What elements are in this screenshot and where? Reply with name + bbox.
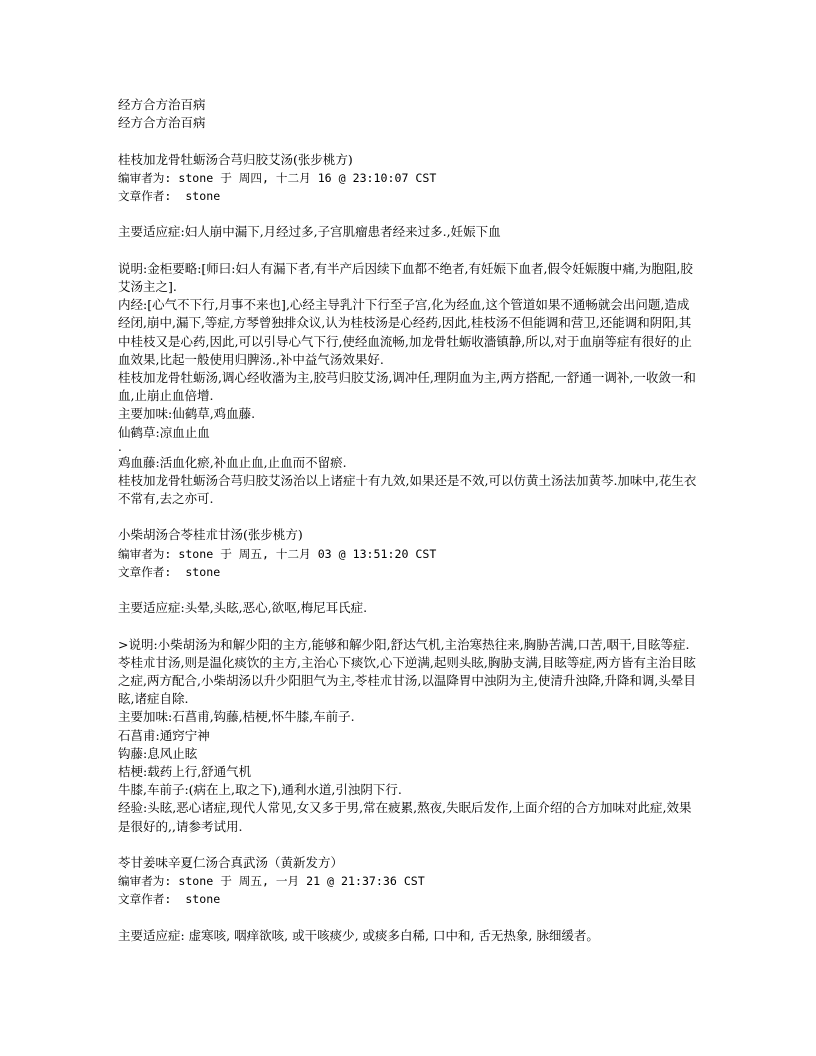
editor-line: 编审者为: stone 于 周五, 一月 21 @ 21:37:36 CST xyxy=(118,874,425,889)
spacer xyxy=(118,508,700,526)
author-line: 文章作者: stone xyxy=(118,188,221,203)
document-subtitle: 经方合方治百病 xyxy=(118,115,206,131)
article-1 xyxy=(118,151,700,509)
editor-line: 编审者为: stone 于 周五, 十二月 03 @ 13:51:20 CST xyxy=(118,546,437,561)
indication: 主要适应症:妇人崩中漏下,月经过多,子宫肌瘤患者经来过多.,妊娠下血 xyxy=(118,224,501,240)
spacer xyxy=(118,909,700,927)
article-title: 小柴胡汤合苓桂朮甘汤(张步桃方) xyxy=(118,527,303,543)
spacer xyxy=(118,617,700,635)
indication: 主要适应症: 虚寒咳, 咽痒欲咳, 或干咳痰少, 或痰多白稀, 口中和, 舌无热象, 脉细缓者。 xyxy=(118,927,599,943)
herb-item: 桔梗:载药上行,舒通气机 xyxy=(118,763,252,779)
spacer xyxy=(118,242,700,260)
document-page xyxy=(118,96,700,945)
herb-item: 钩藤:息风止眩 xyxy=(118,745,198,761)
spacer xyxy=(118,836,700,854)
formula-summary: 桂枝加龙骨牡蛎汤,调心经收濇为主,胶芎归胶艾汤,调冲任,理阴血为主,两方搭配,一舒通一调补,一收敛一和血,止崩止血倍增. xyxy=(118,369,696,404)
conclusion: 桂枝加龙骨牡蛎汤合芎归胶艾汤治以上诸症十有九效,如果还是不效,可以仿黄土汤法加黄芩.加味中,花生衣不常有,去之亦可. xyxy=(118,472,697,507)
editor-line: 编审者为: stone 于 周四, 十二月 16 @ 23:10:07 CST xyxy=(118,170,437,185)
spacer xyxy=(118,581,700,599)
author-line: 文章作者: stone xyxy=(118,564,221,579)
document-title: 经方合方治百病 xyxy=(118,97,206,112)
spacer xyxy=(118,132,700,150)
experience: 经验:头眩,恶心诸症,现代人常见,女又多于男,常在疲累,熬夜,失眠后发作,上面介绍的合方加味对此症,效果是很好的,,请参考试用. xyxy=(118,800,692,834)
neijing-paragraph: 内经:[心气不下行,月事不来也],心经主导乳汁下行至子宫,化为经血,这个管道如果不通畅就会出问题,造成经闭,崩中,漏下,等症,方琴曾独排众议,认为桂枝汤是心经药,因此,桂枝汤不但能调和营卫,还能调和阴阳,其中桂枝又是心药,因此,可以引导心气下行,使经血流畅,加龙骨牡蛎收濇镇静,所以,对于血崩等症有很好的止血效果,比起一般使用归脾汤.,补中益气汤效果好. xyxy=(118,297,692,367)
explanation: >说明:小柴胡汤为和解少阳的主方,能够和解少阳,舒达气机,主治寒热往来,胸胁苦满,口苦,咽干,目眩等症.苓桂朮甘汤,则是温化痰饮的主方,主治心下痰饮,心下逆满,起则头眩,胸胁支满,目眩等症,两方皆有主治目眩之症,两方配合,小柴胡汤以升少阳胆气为主,苓桂朮甘汤,以温降胃中浊阴为主,使清升浊降,升降和调,头晕目眩,诸症自除. xyxy=(118,636,696,707)
dot-separator: . xyxy=(118,441,122,454)
article-title: 桂枝加龙骨牡蛎汤合芎归胶艾汤(张步桃方) xyxy=(118,151,353,167)
herb-item: 石菖甫:通窍宁神 xyxy=(118,727,210,743)
explanation: 说明:金柜要略:[师曰:妇人有漏下者,有半产后因续下血都不绝者,有妊娠下血者,假令妊娠腹中痛,为胞阻,胶艾汤主之]. xyxy=(118,260,693,294)
article-2 xyxy=(118,526,700,835)
article-3 xyxy=(118,854,700,945)
spacer xyxy=(118,205,700,223)
herb-item: 鸡血藤:活血化瘀,补血止血,止血而不留瘀. xyxy=(118,454,347,470)
herb-item: 仙鹤草:凉血止血 xyxy=(118,424,210,440)
indication: 主要适应症:头晕,头眩,恶心,欲呕,梅尼耳氏症. xyxy=(118,600,368,616)
herbs-title: 主要加味:石菖甫,钩藤,桔梗,怀牛膝,车前子. xyxy=(118,709,355,725)
herb-item: 牛膝,车前子:(病在上,取之下),通利水道,引浊阴下行. xyxy=(118,782,402,798)
author-line: 文章作者: stone xyxy=(118,892,221,907)
herbs-title: 主要加味:仙鹤草,鸡血藤. xyxy=(118,406,256,422)
article-title: 苓甘姜味辛夏仁汤合真武汤（黄新发方） xyxy=(118,854,344,870)
